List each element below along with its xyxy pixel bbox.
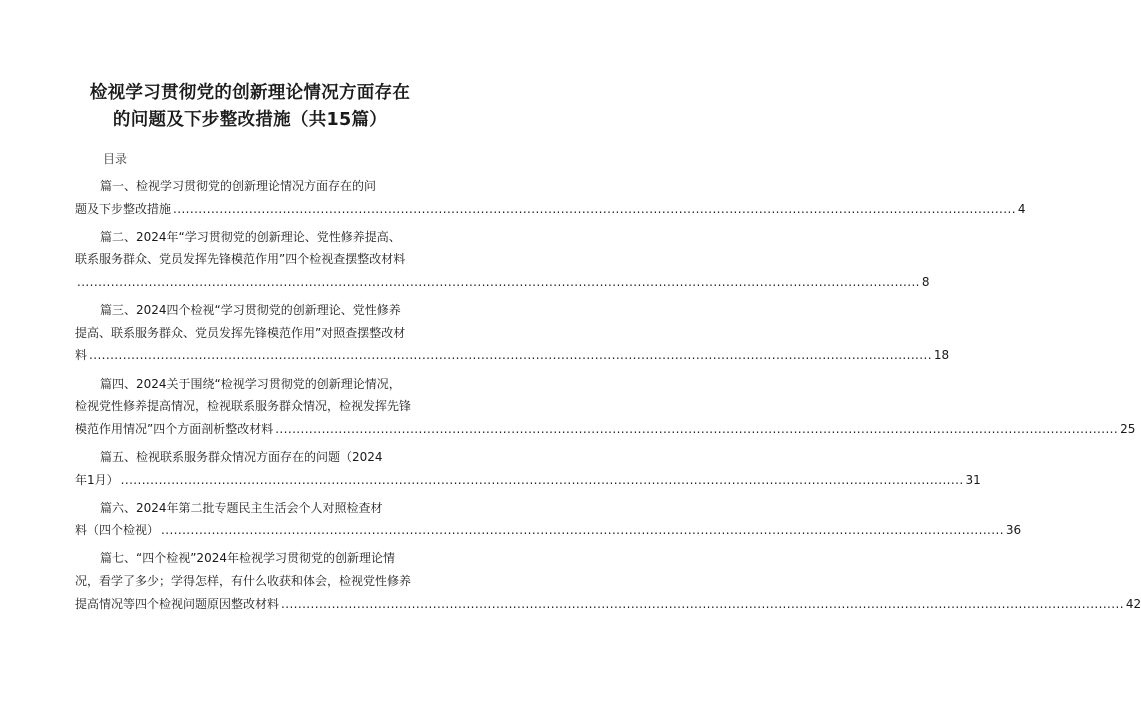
toc-page-number: 8	[921, 274, 930, 289]
toc-page-number: 18	[933, 348, 950, 363]
toc-entry-line: 年1月）	[75, 472, 119, 487]
toc-entry-last-line	[75, 418, 1136, 441]
toc-entry[interactable]	[75, 446, 981, 491]
toc-entry-line: 料	[75, 348, 88, 363]
toc-entry-line: 篇四、2024关于围绕“检视学习贯彻党的创新理论情况，	[100, 376, 401, 391]
toc-entry-line: 篇三、2024四个检视“学习贯彻党的创新理论、党性修养	[100, 303, 401, 318]
toc-entry-last-line	[75, 469, 981, 492]
toc-entry-last-line	[75, 271, 930, 294]
toc-entry-last-line	[75, 593, 1141, 616]
toc-entry-last-line	[75, 344, 950, 367]
toc-entry-line: 检视党性修养提高情况，检视联系服务群众情况，检视发挥先锋	[75, 399, 412, 414]
toc-entry-line: 篇五、检视联系服务群众情况方面存在的问题（2024	[100, 449, 383, 464]
toc-page-number: 25	[1120, 421, 1136, 436]
toc-page-number: 36	[1005, 523, 1022, 538]
toc-leader-dots: ........................................................................................................................................................................................................	[275, 421, 1119, 436]
toc-entry[interactable]	[75, 299, 950, 367]
toc-entry-line: 联系服务群众、党员发挥先锋模范作用”四个检视查摆整改材料	[75, 252, 406, 267]
toc-leader-dots: ........................................................................................................................................................................................................	[89, 348, 932, 363]
toc-entry-line: 提高情况等四个检视问题原因整改材料	[75, 596, 280, 611]
toc-entry-last-line	[75, 198, 1026, 221]
toc-entry[interactable]	[75, 547, 1141, 615]
toc-leader-dots: ........................................................................................................................................................................................................	[281, 596, 1124, 611]
toc-entry[interactable]	[75, 497, 1022, 542]
toc-entry-line: 况，看学了多少；学得怎样，有什么收获和体会，检视党性修养	[75, 574, 412, 589]
toc-page-number: 31	[965, 472, 981, 487]
toc-leader-dots: ........................................................................................................................................................................................................	[173, 201, 1016, 216]
title-line-1: 检视学习贯彻党的创新理论情况方面存在	[89, 83, 411, 103]
title-line-2: 的问题及下步整改措施（共15篇）	[112, 110, 388, 130]
toc-heading: 目录	[103, 152, 128, 166]
toc-page-number: 42	[1125, 596, 1141, 611]
toc-entry-line: 提高、联系服务群众、党员发挥先锋模范作用”对照查摆整改材	[75, 325, 406, 340]
table-of-contents	[75, 175, 1141, 615]
document-title	[75, 0, 425, 134]
toc-entry-last-line	[75, 519, 1022, 542]
toc-entry[interactable]	[75, 373, 1136, 441]
toc-entry[interactable]	[75, 175, 1026, 220]
toc-entry-line: 模范作用情况”四个方面剖析整改材料	[75, 421, 274, 436]
toc-entry-line: 题及下步整改措施	[75, 201, 172, 216]
toc-leader-dots: ........................................................................................................................................................................................................	[120, 472, 964, 487]
toc-entry-line: 篇七、“四个检视”2024年检视学习贯彻党的创新理论情	[100, 551, 395, 566]
toc-entry-line: 篇六、2024年第二批专题民主生活会个人对照检查材	[100, 500, 383, 515]
toc-leader-dots: ........................................................................................................................................................................................................	[77, 274, 920, 289]
toc-entry-line: 篇二、2024年“学习贯彻党的创新理论、党性修养提高、	[100, 229, 401, 244]
toc-entry-line: 篇一、检视学习贯彻党的创新理论情况方面存在的问	[100, 179, 377, 193]
toc-entry[interactable]	[75, 226, 930, 294]
toc-entry-line: 料（四个检视）	[75, 523, 160, 538]
toc-leader-dots: ........................................................................................................................................................................................................	[161, 523, 1004, 538]
toc-page-number: 4	[1017, 201, 1026, 216]
